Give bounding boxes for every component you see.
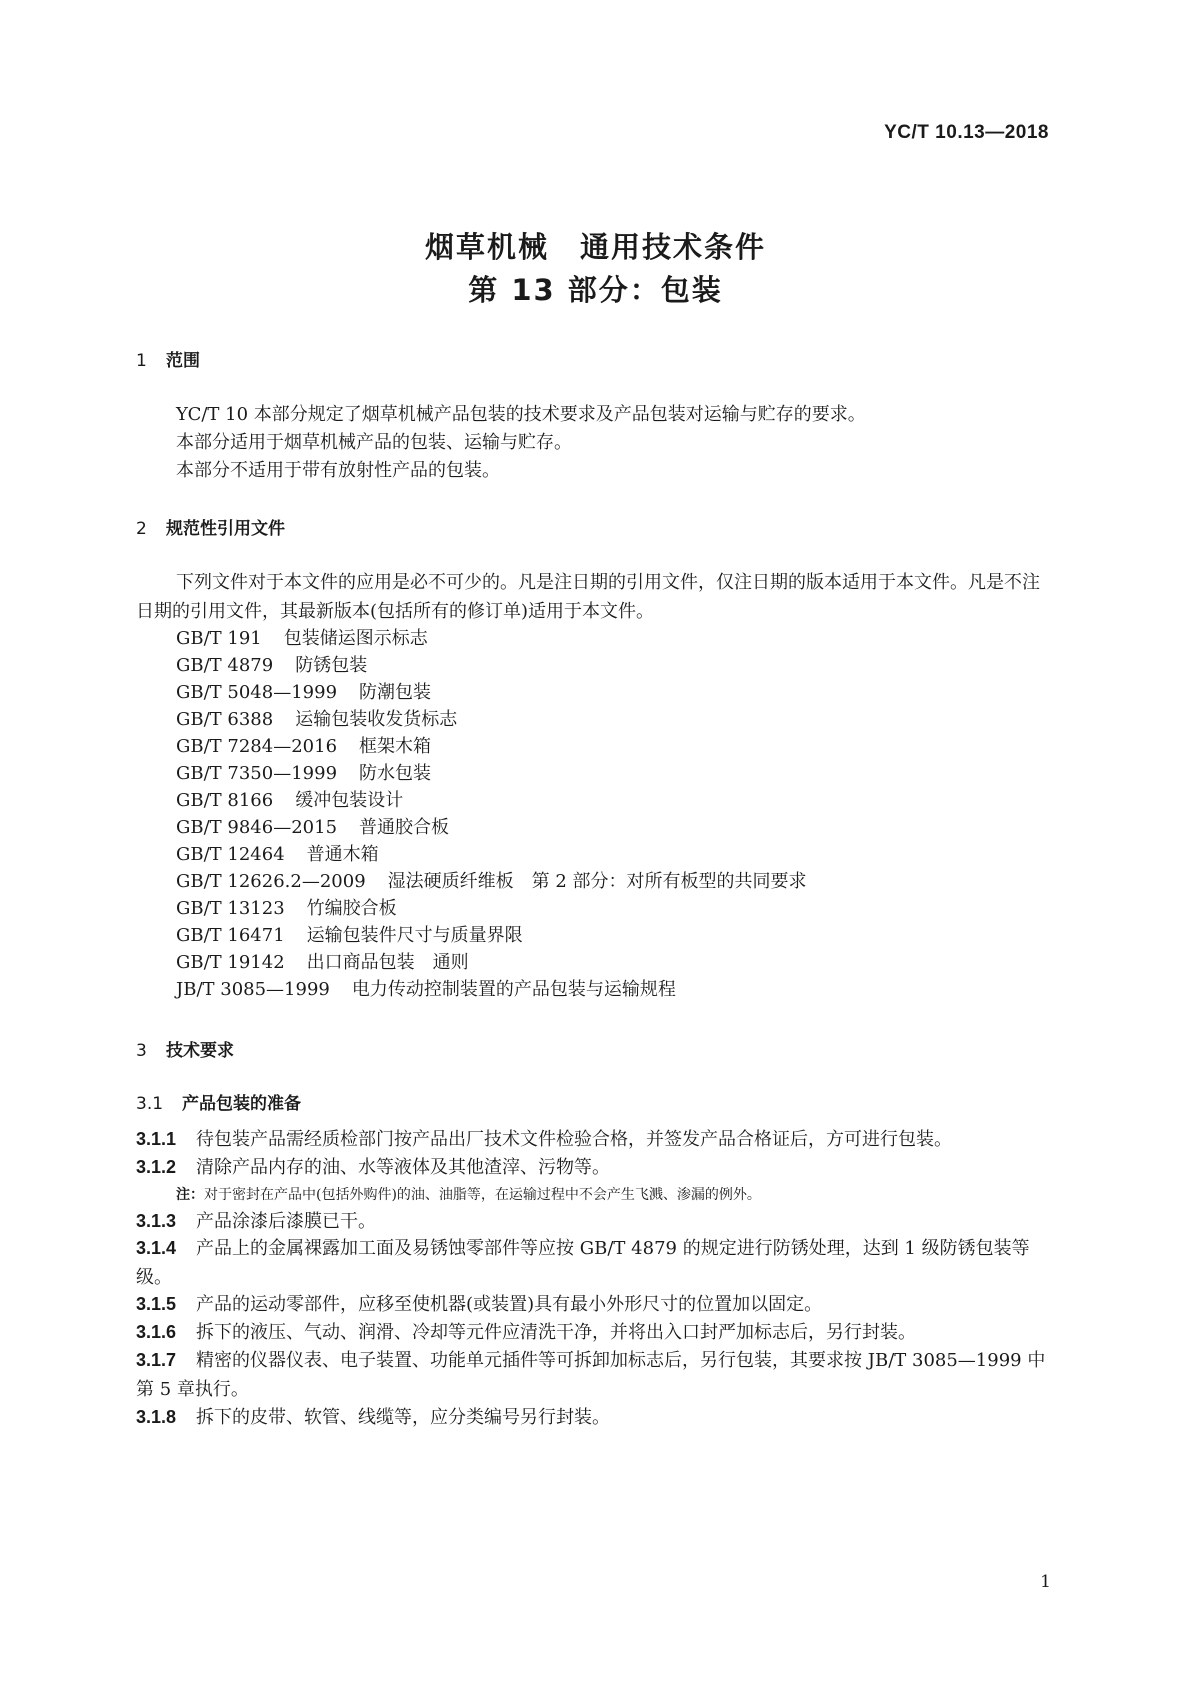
reference-code: JB/T 3085—1999 [176, 979, 330, 1000]
section-heading-normative-references [136, 514, 285, 539]
subsection-title: 产品包装的准备 [182, 1094, 301, 1114]
clause-number: 3.1.8 [136, 1407, 177, 1427]
note-text: 对于密封在产品中(包括外购件)的油、油脂等，在运输过程中不会产生飞溅、渗漏的例外。 [204, 1187, 761, 1203]
reference-item [176, 732, 431, 758]
reference-item [176, 786, 403, 812]
reference-title: 防潮包装 [359, 682, 432, 703]
clause-text: 精密的仪器仪表、电子装置、功能单元插件等可拆卸加标志后，另行包装，其要求按 JB/T 3085—1999 中第 5 章执行。 [136, 1350, 1046, 1400]
document-title: 烟草机械 通用技术条件 [424, 230, 766, 264]
reference-item [176, 894, 397, 920]
clause-text: 拆下的液压、气动、润滑、冷却等元件应清洗干净，并将出入口封严加标志后，另行封装。 [196, 1322, 917, 1343]
clause [136, 1125, 1056, 1154]
reference-title: 普通木箱 [306, 844, 379, 865]
reference-title: 包装储运图示标志 [283, 628, 428, 649]
reference-code: GB/T 16471 [176, 925, 285, 946]
paragraph: 本部分不适用于带有放射性产品的包装。 [176, 460, 500, 481]
reference-title: 运输包装收发货标志 [295, 709, 458, 730]
reference-title: 竹编胶合板 [306, 898, 397, 919]
clause-number: 3.1.5 [136, 1294, 177, 1314]
clause-text: 清除产品内存的油、水等液体及其他渣滓、污物等。 [196, 1157, 611, 1178]
reference-item [176, 813, 449, 839]
reference-item [176, 921, 523, 947]
reference-code: GB/T 12464 [176, 844, 285, 865]
reference-code: GB/T 6388 [176, 709, 274, 730]
clause-text: 产品涂漆后漆膜已干。 [196, 1211, 377, 1232]
clause [136, 1318, 1056, 1347]
clause [136, 1346, 1056, 1404]
section-number: 2 [136, 519, 147, 539]
reference-code: GB/T 12626.2—2009 [176, 871, 366, 892]
reference-title: 普通胶合板 [359, 817, 450, 838]
section-number: 3 [136, 1041, 147, 1061]
reference-item [176, 678, 431, 704]
reference-item [176, 651, 367, 677]
subsection-heading [136, 1089, 301, 1114]
reference-item [176, 759, 431, 785]
paragraph: 本部分适用于烟草机械产品的包装、运输与贮存。 [176, 432, 572, 453]
reference-code: GB/T 191 [176, 628, 262, 649]
reference-title: 电力传动控制装置的产品包装与运输规程 [351, 979, 676, 1000]
reference-code: GB/T 9846—2015 [176, 817, 338, 838]
paragraph-intro: 下列文件对于本文件的应用是必不可少的。凡是注日期的引用文件，仅注日期的版本适用于本文件。凡是不注日期的引用文件，其最新版本(包括所有的修订单)适用于本文件。 [136, 572, 1040, 622]
clause [136, 1234, 1056, 1292]
clause-text: 待包装产品需经质检部门按产品出厂技术文件检验合格，并签发产品合格证后，方可进行包装。 [196, 1129, 953, 1150]
reference-title: 湿法硬质纤维板 第 2 部分：对所有板型的共同要求 [387, 871, 807, 892]
reference-item [176, 975, 676, 1001]
reference-title: 防水包装 [359, 763, 432, 784]
reference-title: 缓冲包装设计 [295, 790, 404, 811]
reference-code: GB/T 7350—1999 [176, 763, 338, 784]
section-title: 规范性引用文件 [166, 519, 285, 539]
reference-item [176, 705, 457, 731]
clause-number: 3.1.7 [136, 1350, 177, 1370]
clause [136, 1207, 1056, 1236]
reference-code: GB/T 13123 [176, 898, 285, 919]
clause-number: 3.1.2 [136, 1157, 177, 1177]
clause [136, 1153, 1056, 1182]
reference-item [176, 948, 469, 974]
reference-title: 框架木箱 [359, 736, 432, 757]
reference-title: 出口商品包装 通则 [306, 952, 469, 973]
reference-title: 防锈包装 [295, 655, 368, 676]
clause-number: 3.1.3 [136, 1211, 177, 1231]
section-title: 技术要求 [166, 1041, 234, 1061]
clause-number: 3.1.6 [136, 1322, 177, 1342]
section-number: 1 [136, 351, 147, 371]
section-heading-scope [136, 346, 200, 371]
document-subtitle: 第 13 部分：包装 [468, 273, 723, 307]
reference-code: GB/T 5048—1999 [176, 682, 338, 703]
note-label: 注： [176, 1187, 204, 1203]
clause-number: 3.1.4 [136, 1238, 177, 1258]
clause [136, 1290, 1056, 1319]
reference-code: GB/T 7284—2016 [176, 736, 338, 757]
standard-code: YC/T 10.13—2018 [884, 122, 1049, 143]
reference-code: GB/T 8166 [176, 790, 274, 811]
reference-code: GB/T 19142 [176, 952, 285, 973]
subsection-number: 3.1 [136, 1094, 164, 1114]
reference-title: 运输包装件尺寸与质量界限 [306, 925, 523, 946]
section-heading-technical-requirements [136, 1036, 234, 1061]
section-title: 范围 [166, 351, 200, 371]
clause-text: 产品上的金属裸露加工面及易锈蚀零部件等应按 GB/T 4879 的规定进行防锈处理，达到 1 级防锈包装等级。 [136, 1238, 1030, 1288]
page-number: 1 [1040, 1572, 1051, 1592]
reference-item [176, 624, 428, 650]
note [176, 1184, 761, 1204]
reference-item [176, 867, 807, 893]
reference-item [176, 840, 379, 866]
clause-number: 3.1.1 [136, 1129, 177, 1149]
clause-text: 拆下的皮带、软管、线缆等，应分类编号另行封装。 [196, 1407, 611, 1428]
reference-code: GB/T 4879 [176, 655, 274, 676]
paragraph: YC/T 10 本部分规定了烟草机械产品包装的技术要求及产品包装对运输与贮存的要求。 [176, 404, 866, 425]
clause [136, 1403, 1056, 1432]
clause-text: 产品的运动零部件，应移至使机器(或装置)具有最小外形尺寸的位置加以固定。 [196, 1294, 823, 1315]
